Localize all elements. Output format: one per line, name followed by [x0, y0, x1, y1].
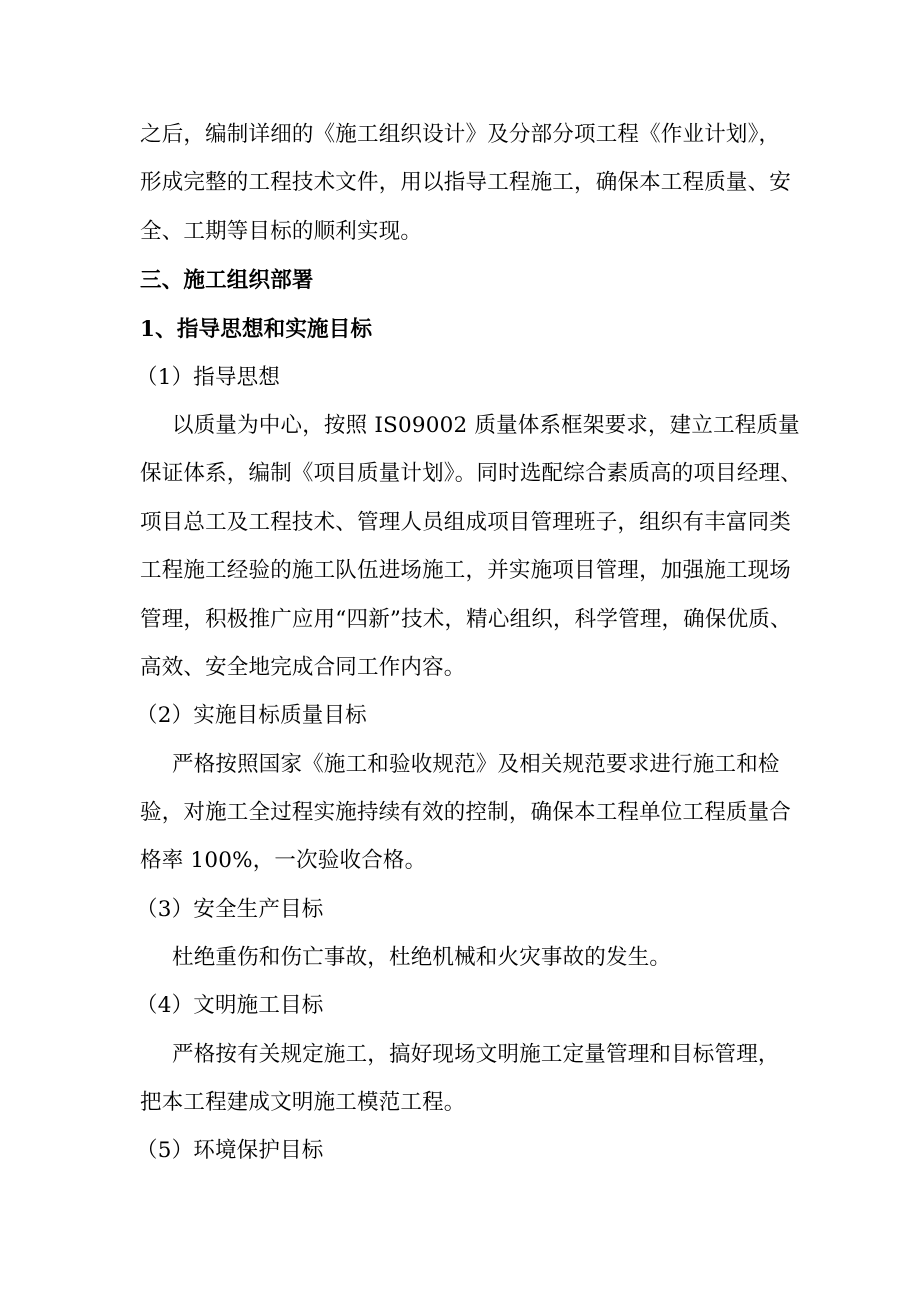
subsection-heading: 1、指导思想和实施目标	[140, 317, 373, 342]
body-text-line: 保证体系，编制《项目质量计划》。同时选配综合素质高的项目经理、	[140, 461, 802, 486]
item-heading: （2）实施目标质量目标	[136, 703, 367, 728]
body-text-line: 项目总工及工程技术、管理人员组成项目管理班子，组织有丰富同类	[140, 510, 792, 535]
body-text-line: 管理，积极推广应用“四新”技术，精心组织，科学管理，确保优质、	[140, 607, 792, 632]
body-text-line: 严格按照国家《施工和验收规范》及相关规范要求进行施工和检	[172, 752, 780, 777]
item-heading: （1）指导思想	[136, 365, 281, 390]
item-heading: （5）环境保护目标	[136, 1138, 324, 1163]
body-text-line: 形成完整的工程技术文件，用以指导工程施工，确保本工程质量、安	[140, 170, 792, 195]
body-text-line: 杜绝重伤和伤亡事故，杜绝机械和火灾事故的发生。	[172, 945, 672, 970]
section-heading: 三、施工组织部署	[140, 268, 314, 293]
body-text-line: 格率 100%，一次验收合格。	[140, 848, 427, 873]
body-text-line: 高效、安全地完成合同工作内容。	[140, 655, 466, 680]
body-text-line: 之后，编制详细的《施工组织设计》及分部分项工程《作业计划》，	[140, 122, 781, 147]
body-text-line: 全、工期等目标的顺利实现。	[140, 219, 423, 244]
body-text-line: 工程施工经验的施工队伍进场施工，并实施项目管理，加强施工现场	[140, 558, 792, 583]
body-text-line: 把本工程建成文明施工模范工程。	[140, 1090, 466, 1115]
item-heading: （4）文明施工目标	[136, 993, 324, 1018]
item-heading: （3）安全生产目标	[136, 897, 324, 922]
body-text-line: 以质量为中心，按照 IS09002 质量体系框架要求，建立工程质量	[172, 413, 800, 438]
body-text-line: 验，对施工全过程实施持续有效的控制，确保本工程单位工程质量合	[140, 800, 792, 825]
body-text-line: 严格按有关规定施工，搞好现场文明施工定量管理和目标管理，	[172, 1042, 780, 1067]
